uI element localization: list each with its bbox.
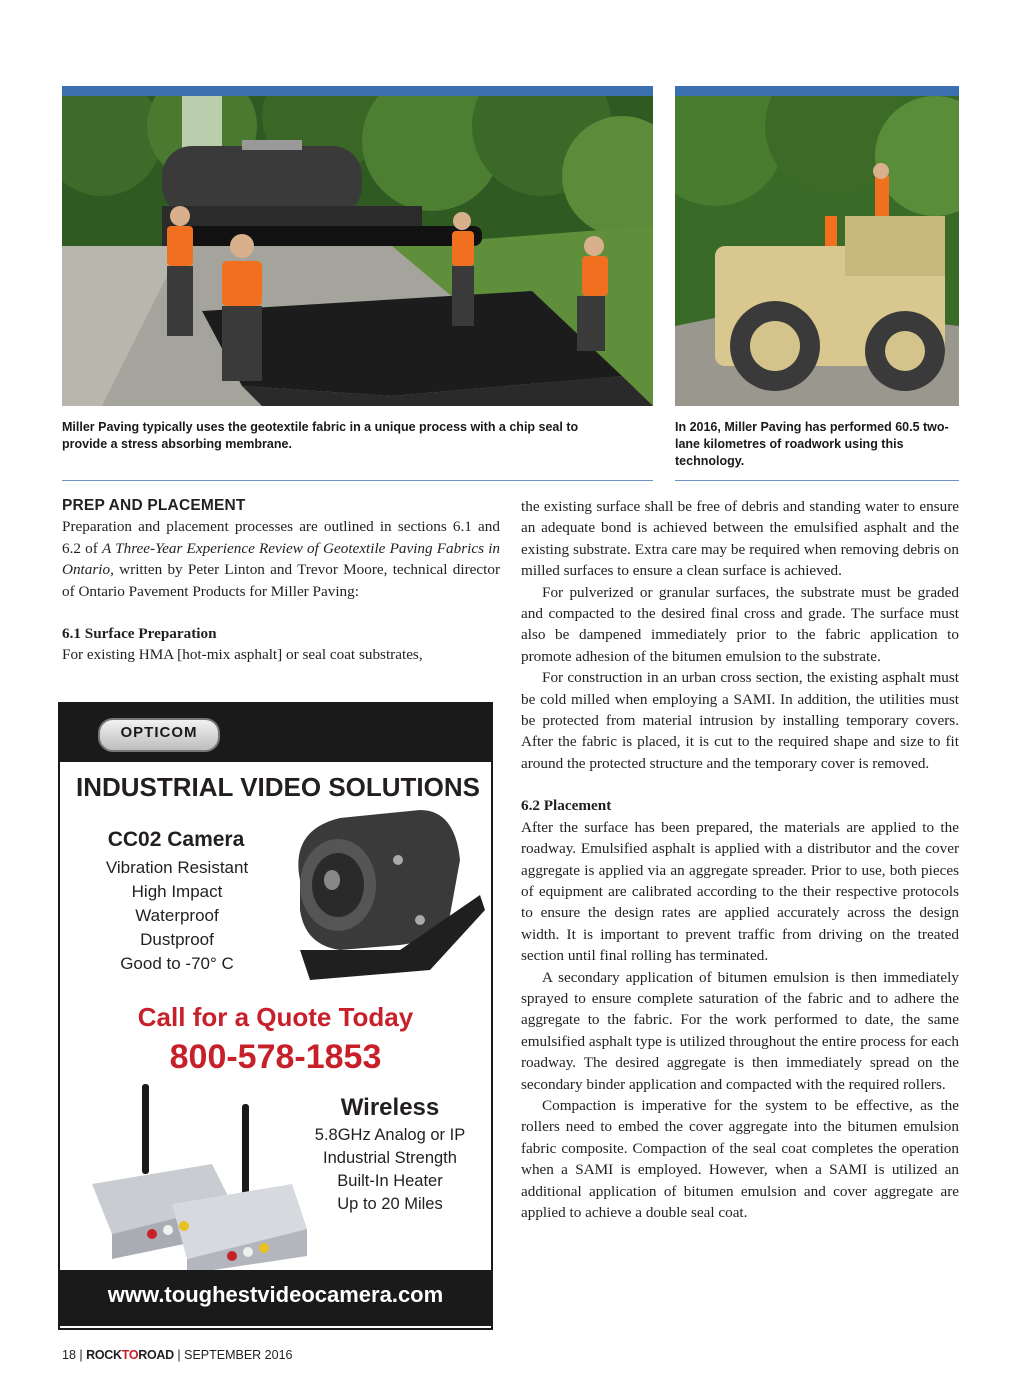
product-name: CC02 Camera (107, 828, 245, 851)
ad-website-link[interactable]: www.toughestvideocamera.com (107, 1282, 444, 1307)
subheading-surface-preparation: 6.1 Surface Preparation (62, 625, 217, 643)
report-title: A Three-Year Experience Review of Geotextile Paving Fabrics in Ontario, (62, 539, 501, 579)
wireless-feature-item: Built-In Heater (337, 1172, 443, 1190)
right-photo-caption: In 2016, Miller Paving has performed 60.5 two-lane kilometres of roadwork using this technology. (675, 420, 949, 468)
opticom-advertisement[interactable] (58, 702, 493, 1330)
product-features (82, 856, 272, 976)
placement-paragraph: After the surface has been prepared, the materials are applied to the roadway. Emulsified asphalt is applied with a distributor and the cover aggregate is applied via an aggregate spreader. Prior to use, both pieces of equipment are calibrated according to the their respective protocols to ensure the design rates are applied accurately across the design width. It is important to prevent traffic from driving on the treated section until final rolling has terminated. (521, 818, 959, 965)
surface-prep-paragraph-continued: the existing surface shall be free of debris and standing water to ensure an adequate bond is achieved between the emulsified asphalt and the existing substrate. Extra care may be required when removing debris on milled surfaces to ensure a clean surface is achieved. (521, 498, 959, 580)
photo-top-bar-left (62, 86, 653, 96)
feature-item: High Impact (131, 882, 223, 901)
wireless-feature-item: Industrial Strength (323, 1149, 457, 1167)
feature-item: Vibration Resistant (105, 858, 249, 877)
footer-separator: | (177, 1348, 181, 1362)
wireless-transmitter-icon (82, 1084, 312, 1274)
opticom-logo-text: OPTICOM (120, 724, 198, 741)
intro-text-end: written by Peter Linton and Trevor Moore, technical director of Ontario Pavement Products for Miller Paving: (62, 561, 500, 600)
left-photo-caption: Miller Paving typically uses the geotextile fabric in a unique process with a chip seal to provide a stress absorbing membrane. (62, 420, 579, 451)
feature-item: Dustproof (140, 930, 214, 949)
ad-headline: INDUSTRIAL VIDEO SOLUTIONS (76, 772, 480, 802)
article-column-left (62, 495, 500, 666)
camera-icon (280, 800, 490, 1000)
wireless-title: Wireless (340, 1094, 440, 1121)
footer-separator: | (79, 1348, 83, 1362)
magazine-logo-to: TO (121, 1348, 139, 1362)
article-column-right (521, 496, 959, 1223)
feature-item: Good to -70° C (120, 954, 234, 973)
wireless-feature-item: Up to 20 Miles (337, 1195, 443, 1213)
urban-cross-section-paragraph: For construction in an urban cross section, the existing asphalt must be cold milled when employing a SAMI. In addition, the utilities must be protected from material intrusion by installing temporary covers. After the fabric is placed, it is cut to the required shape and size to fit around the protected structure and the temporary cover is removed. (521, 669, 959, 772)
section-heading: PREP AND PLACEMENT (62, 497, 246, 514)
paving-crew-photo (62, 96, 653, 406)
magazine-logo (86, 1348, 174, 1362)
roller-illustration (675, 96, 959, 406)
magazine-logo-road: ROAD (138, 1348, 174, 1362)
photo-top-bar-right (675, 86, 959, 96)
call-to-action: Call for a Quote Today (137, 1002, 414, 1032)
paving-crew-illustration (62, 96, 653, 406)
compaction-paragraph: Compaction is imperative for the system to be effective, as the rollers need to embed the cover aggregate into the bitumen emulsion fabric composite. Compaction of the seal coat completes the operation when a SAMI is employed. However, when a SAMI is utilized an additional application of bitumen emulsion and cover aggregate are applied to achieve a double seal coat. (521, 1096, 959, 1221)
subheading-placement: 6.2 Placement (521, 797, 612, 815)
surface-prep-paragraph-start: For existing HMA [hot-mix asphalt] or seal coat substrates, (62, 646, 423, 664)
roller-machine-photo (675, 96, 959, 406)
secondary-application-paragraph: A secondary application of bitumen emulsion is then immediately sprayed to ensure complete saturation of the fabric and to adhere the aggregate to the fabric. For the work performed to date, the same emulsified asphalt type is utilized throughout the entire process for each roadway. The desired aggregate is then immediately spread on the secondary binder application and compacted with the required rollers. (521, 968, 959, 1093)
page-footer (62, 1348, 293, 1362)
wireless-features (295, 1124, 485, 1216)
phone-number[interactable]: 800-578-1853 (169, 1038, 382, 1076)
feature-item: Waterproof (135, 906, 219, 925)
issue-date: SEPTEMBER 2016 (184, 1348, 293, 1362)
magazine-logo-rock: ROCK (86, 1348, 122, 1362)
intro-paragraph (62, 516, 500, 602)
caption-divider-left (62, 480, 653, 481)
intro-text-start: Preparation and placement processes are outlined in sections 6.1 and 6.2 of (62, 518, 500, 557)
wireless-feature-item: 5.8GHz Analog or IP (314, 1126, 466, 1144)
caption-divider-right (675, 480, 959, 481)
page-number: 18 (62, 1348, 76, 1362)
pulverized-surfaces-paragraph: For pulverized or granular surfaces, the substrate must be graded and compacted to the desired final cross and grade. The surface must also be dampened immediately prior to the fabric application to promote adhesion of the bitumen emulsion to the substrate. (521, 583, 959, 665)
